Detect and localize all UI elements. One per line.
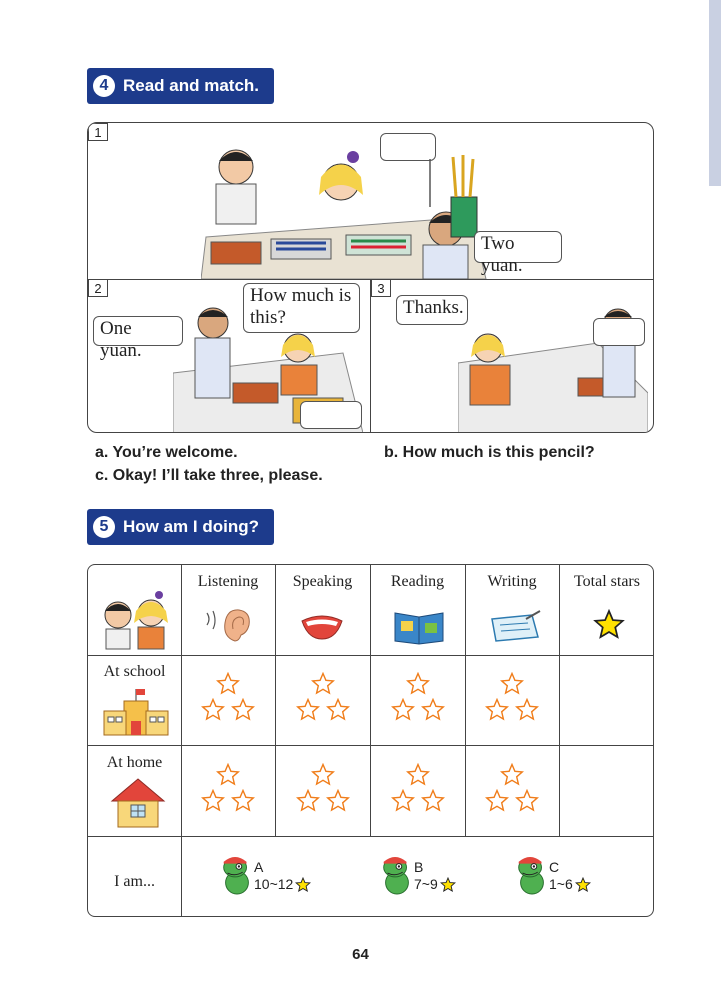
section-4-number: 4 [93,75,115,97]
panel-1-bubble-two-yuan: Two yuan. [474,231,562,263]
rating-star-icon[interactable] [406,672,430,696]
col-head-total-stars: Total stars [574,573,640,590]
row-divider [88,836,653,837]
rating-star-icon[interactable] [201,789,225,813]
level-letter: B [414,859,424,875]
col-divider [181,565,182,916]
panel-3-bubble-thanks: Thanks. [396,295,468,325]
rating-star-icon[interactable] [500,763,524,787]
level-range [414,876,456,893]
option-c[interactable]: c. Okay! I’ll take three, please. [95,467,323,484]
panel-3-number: 3 [371,279,391,297]
children-icon [96,589,174,651]
level-range [254,876,311,893]
rating-star-icon[interactable] [231,789,255,813]
level-range-text: 10~12 [254,876,294,892]
col-head-speaking: Speaking [292,573,353,590]
book-icon [393,605,445,645]
col-divider [370,565,371,836]
level-star-icon [440,877,456,893]
col-head-listening: Listening [197,573,259,590]
rating-star-icon[interactable] [500,672,524,696]
level-range [549,876,591,893]
level-range-text: 1~6 [549,876,573,892]
level-letter: C [549,859,560,875]
row-label-i-am: I am... [114,873,155,890]
comic-panels [87,122,654,433]
rating-star-icon[interactable] [296,698,320,722]
section-5-heading [87,509,274,545]
col-divider [465,565,466,836]
home-icon [110,777,166,829]
dinosaur-mascot-icon [378,854,416,896]
panel-1-empty-bubble[interactable] [380,133,436,161]
level-star-icon [575,877,591,893]
rating-star-icon[interactable] [515,698,539,722]
mouth-icon [300,613,344,641]
section-5-title: How am I doing? [123,517,259,536]
section-5-number: 5 [93,516,115,538]
section-4-heading [87,68,274,104]
level-a [254,859,311,893]
col-divider [275,565,276,836]
rating-star-icon[interactable] [421,698,445,722]
writing-pad-icon [488,609,542,643]
dinosaur-mascot-icon [218,854,256,896]
panel-divider-vertical [370,279,371,432]
panel-2-number: 2 [88,279,108,297]
option-a[interactable]: a. You’re welcome. [95,444,238,461]
level-range-text: 7~9 [414,876,438,892]
col-head-writing: Writing [487,573,537,590]
dinosaur-mascot-icon [513,854,551,896]
col-head-reading: Reading [390,573,445,590]
panel-2-bubble-one-yuan: One yuan. [93,316,183,346]
side-tab-marker [709,0,721,186]
rating-star-icon[interactable] [421,789,445,813]
row-label-at-school: At school [103,663,166,680]
rating-star-icon[interactable] [485,698,509,722]
rating-star-icon[interactable] [231,698,255,722]
school-icon [102,687,170,737]
rating-star-icon[interactable] [326,698,350,722]
rating-star-icon[interactable] [406,763,430,787]
ear-icon [203,607,253,645]
panel-1-illustration [201,147,491,279]
level-star-icon [295,877,311,893]
rating-star-icon[interactable] [326,789,350,813]
col-divider [559,565,560,836]
page-number: 64 [352,946,369,963]
rating-star-icon[interactable] [216,763,240,787]
rating-star-icon[interactable] [311,672,335,696]
level-letter: A [254,859,264,875]
row-label-at-home: At home [106,754,163,771]
panel-1-number: 1 [88,123,108,141]
panel-3-empty-bubble[interactable] [593,318,645,346]
rating-star-icon[interactable] [296,789,320,813]
level-b [414,859,456,893]
rating-star-icon[interactable] [216,672,240,696]
rating-star-icon[interactable] [201,698,225,722]
section-4-title: Read and match. [123,76,260,95]
rating-star-icon[interactable] [515,789,539,813]
rating-star-icon[interactable] [485,789,509,813]
rating-star-icon[interactable] [391,698,415,722]
panel-2-empty-bubble[interactable] [300,401,362,429]
total-star-icon [593,609,625,641]
rating-star-icon[interactable] [311,763,335,787]
panel-1-bubble-tail [428,159,438,209]
option-b[interactable]: b. How much is this pencil? [384,444,595,461]
panel-2-bubble-how-much: How much is this? [243,283,360,333]
rating-star-icon[interactable] [391,789,415,813]
level-c [549,859,591,893]
self-evaluation-table [87,564,654,917]
